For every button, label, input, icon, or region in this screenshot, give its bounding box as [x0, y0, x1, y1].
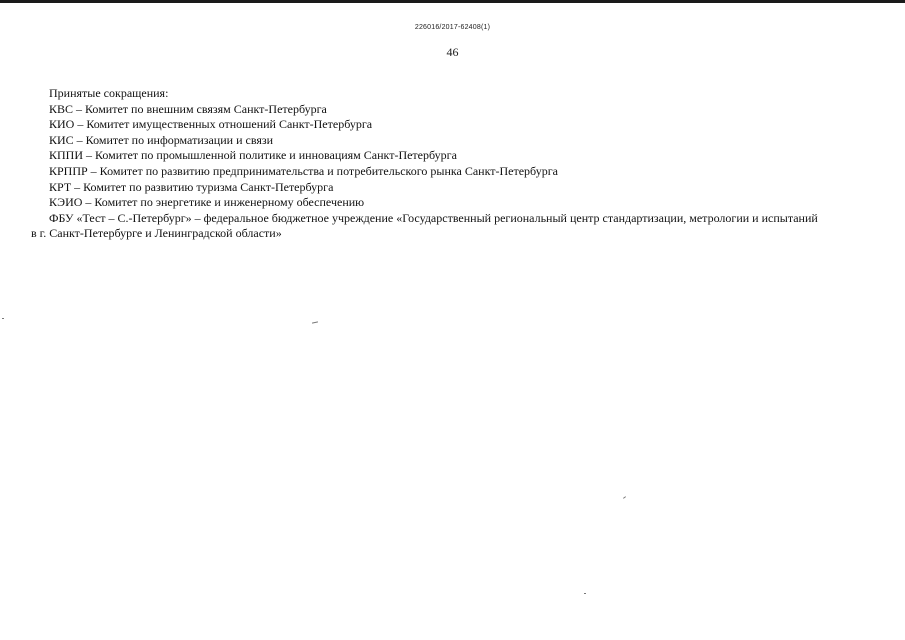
abbreviation-item: КИО – Комитет имущественных отношений Санкт-Петербурга — [49, 117, 373, 132]
page-number: 46 — [446, 45, 459, 59]
abbreviation-item-fbu-line2: в г. Санкт-Петербурге и Ленинградской области» — [31, 226, 282, 241]
scan-top-edge — [0, 0, 905, 3]
scan-speck — [312, 321, 318, 323]
abbreviation-item-fbu-line1: ФБУ «Тест – С.-Петербург» – федеральное бюджетное учреждение «Государственный региональный центр стандартизации, метрологии и испытаний — [49, 210, 818, 225]
scan-speck — [623, 496, 626, 499]
abbreviation-item: КИС – Комитет по информатизации и связи — [49, 132, 274, 147]
abbreviation-item: КРТ – Комитет по развитию туризма Санкт-Петербурга — [49, 179, 334, 194]
abbreviation-item: КЭИО – Комитет по энергетике и инженерному обеспечению — [49, 195, 365, 210]
abbreviations-list — [31, 86, 876, 242]
abbreviation-item: КРППР – Комитет по развитию предпринимательства и потребительского рынка Санкт-Петербурга — [49, 163, 558, 178]
abbreviation-item: КВС – Комитет по внешним связям Санкт-Петербурга — [49, 101, 327, 116]
abbreviation-item: КППИ – Комитет по промышленной политике и инновациям Санкт-Петербурга — [49, 148, 457, 163]
scan-speck — [584, 593, 586, 594]
abbreviations-heading: Принятые сокращения: — [49, 86, 169, 100]
scan-speck — [2, 318, 4, 319]
document-id: 226016/2017-62408(1) — [414, 24, 491, 31]
